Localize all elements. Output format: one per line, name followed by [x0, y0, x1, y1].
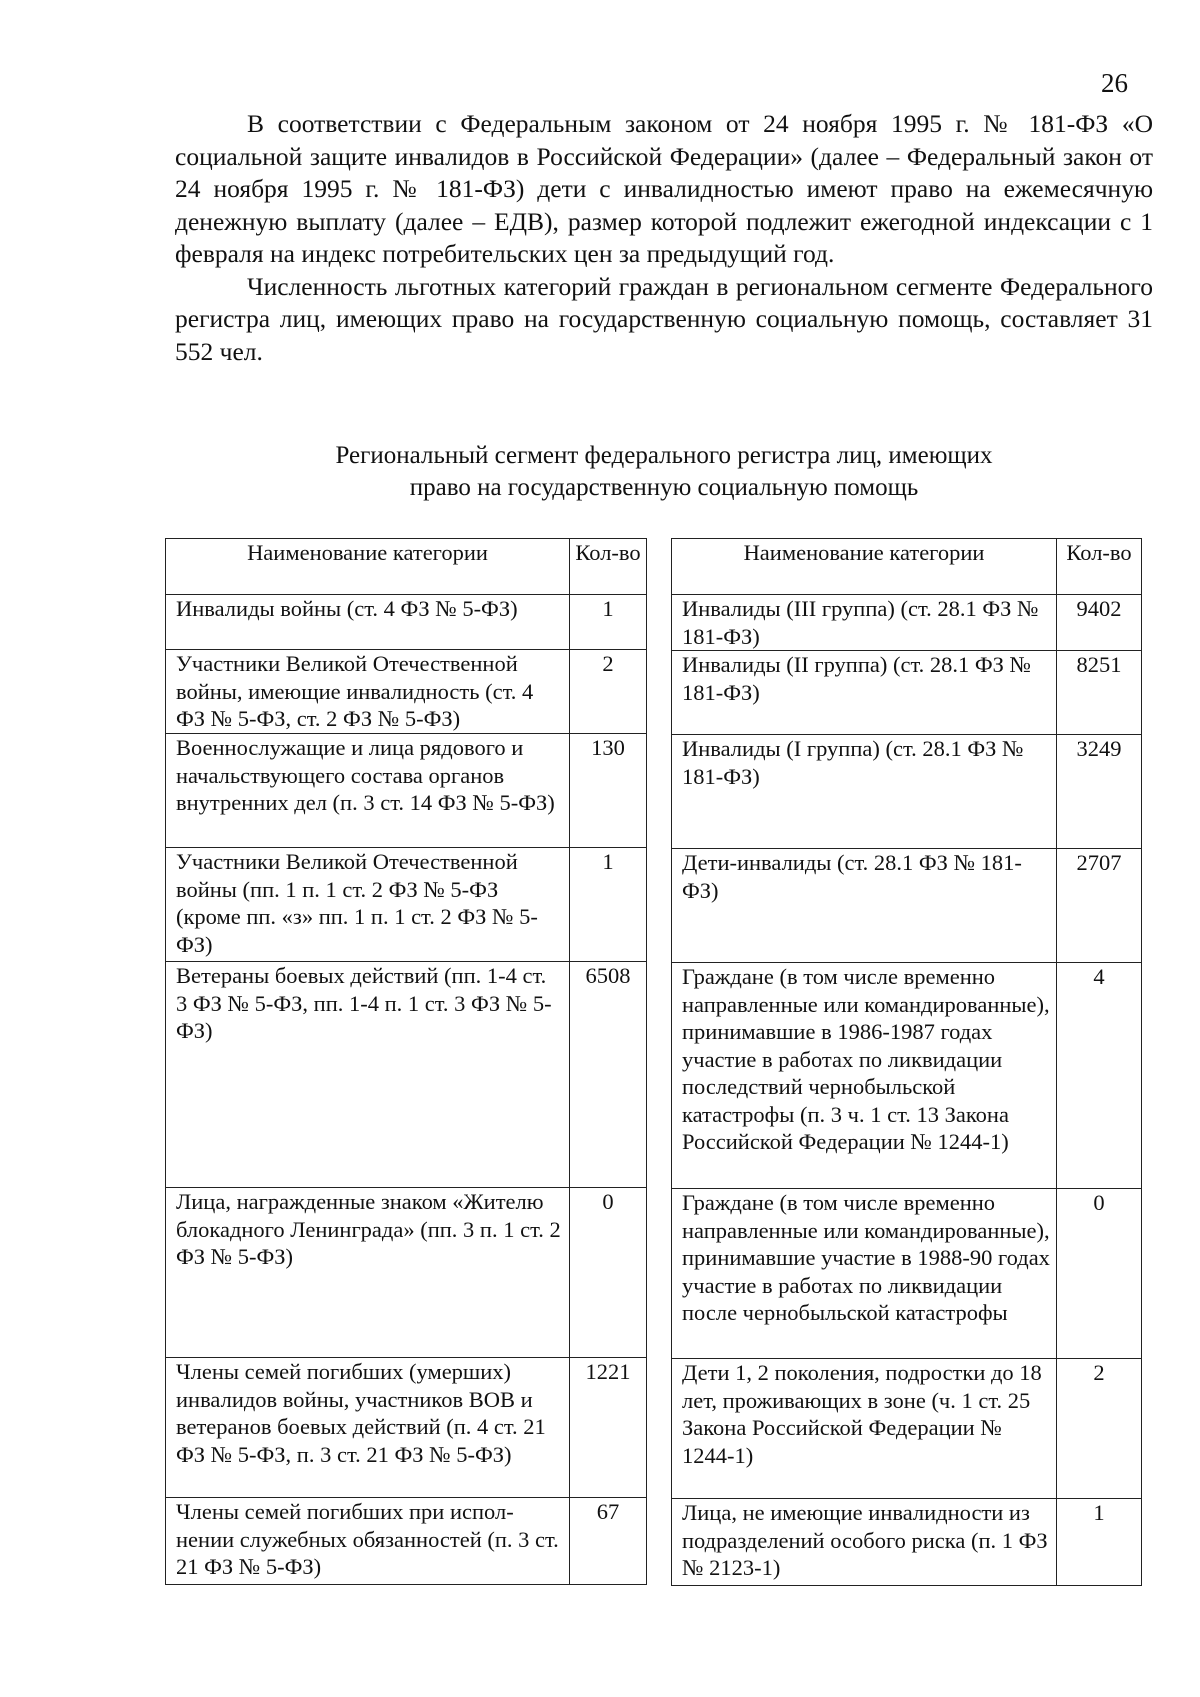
table-row: [166, 848, 647, 962]
count-cell: 3249: [1057, 735, 1142, 849]
count-cell: 67: [570, 1498, 647, 1585]
table-row: [166, 1358, 647, 1498]
body-text: [175, 108, 1153, 368]
table-row: [672, 735, 1142, 849]
table-row: [672, 963, 1142, 1189]
count-cell: 0: [1057, 1189, 1142, 1359]
count-cell: 1: [570, 595, 647, 650]
header-category: Наименование категории: [166, 539, 570, 595]
table-row: [166, 734, 647, 848]
category-cell: Военнослужащие и лица рядового и начальствующего состава органов внутренних дел (п. 3 ст. 14 ФЗ № 5-ФЗ): [166, 734, 570, 848]
categories-table-right: [671, 538, 1142, 1586]
table-row: [166, 1498, 647, 1585]
count-cell: 8251: [1057, 651, 1142, 735]
category-cell: Участники Великой Отечественной войны (пп. 1 п. 1 ст. 2 ФЗ № 5-ФЗ (кроме пп. «з» пп. 1 п. 1 ст. 2 ФЗ № 5-ФЗ): [166, 848, 570, 962]
table-header-row: [672, 539, 1142, 595]
category-cell: Лица, не имеющие инвалидности из подразделений особого риска (п. 1 ФЗ № 2123-1): [672, 1499, 1057, 1586]
count-cell: 4: [1057, 963, 1142, 1189]
category-cell: Инвалиды (I группа) (ст. 28.1 ФЗ № 181-ФЗ): [672, 735, 1057, 849]
table-row: [672, 595, 1142, 651]
table-row: [166, 595, 647, 650]
count-cell: 2707: [1057, 849, 1142, 963]
table-row: [166, 1188, 647, 1358]
header-category: Наименование категории: [672, 539, 1057, 595]
category-cell: Члены семей погибших (умерших) инвалидов войны, участников ВОВ и ветеранов боевых действий (п. 4 ст. 21 ФЗ № 5-ФЗ, п. 3 ст. 21 ФЗ № 5-ФЗ): [166, 1358, 570, 1498]
count-cell: 1: [1057, 1499, 1142, 1586]
page-number: 26: [1101, 68, 1128, 98]
category-cell: Инвалиды (II группа) (ст. 28.1 ФЗ № 181-ФЗ): [672, 651, 1057, 735]
count-cell: 130: [570, 734, 647, 848]
table-row: [672, 1359, 1142, 1499]
paragraph: В соответствии с Федеральным законом от 24 ноября 1995 г. № 181-ФЗ «О социальной защите инвалидов в Российской Федерации» (далее – Федеральный закон от 24 ноября 1995 г. № 181-ФЗ) дети с инвалидностью имеют право на ежемесячную денежную выплату (далее – ЕДВ), размер которой подлежит ежегодной индексации с 1 февраля на индекс потребительских цен за предыдущий год.: [175, 109, 1153, 268]
table-row: [166, 962, 647, 1188]
table-row: [672, 849, 1142, 963]
category-cell: Граждане (в том числе временно направленные или командированные), принимавшие участие в 1988-90 годах участие в работах по ликвидации после чернобыльской катастрофы: [672, 1189, 1057, 1359]
category-cell: Дети 1, 2 поколения, подростки до 18 лет, проживающих в зоне (ч. 1 ст. 25 Закона Российской Федерации № 1244-1): [672, 1359, 1057, 1499]
header-count: Кол-во: [570, 539, 647, 595]
category-cell: Лица, награжденные знаком «Жителю блокадного Ленинграда» (пп. 3 п. 1 ст. 2 ФЗ № 5-ФЗ): [166, 1188, 570, 1358]
category-cell: Ветераны боевых действий (пп. 1-4 ст. 3 ФЗ № 5-ФЗ, пп. 1-4 п. 1 ст. 3 ФЗ № 5-ФЗ): [166, 962, 570, 1188]
category-cell: Дети-инвалиды (ст. 28.1 ФЗ № 181-ФЗ): [672, 849, 1057, 963]
count-cell: 9402: [1057, 595, 1142, 651]
table-row: [672, 651, 1142, 735]
table-title: [175, 440, 1153, 504]
table-header-row: [166, 539, 647, 595]
category-cell: Граждане (в том числе временно направленные или командированные), принимавшие в 1986-1987 годах участие в работах по ликвидации последствий чернобыльской катастрофы (п. 3 ч. 1 ст. 13 Закона Российской Федерации № 1244-1): [672, 963, 1057, 1189]
header-count: Кол-во: [1057, 539, 1142, 595]
categories-table-left: [165, 538, 647, 1585]
count-cell: 1: [570, 848, 647, 962]
count-cell: 1221: [570, 1358, 647, 1498]
table-row: [672, 1189, 1142, 1359]
table-row: [672, 1499, 1142, 1586]
category-cell: Члены семей погибших при исполнении служебных обязанностей (п. 3 ст. 21 ФЗ № 5-ФЗ): [166, 1498, 570, 1585]
table-row: [166, 650, 647, 734]
paragraph: Численность льготных категорий граждан в региональном сегменте Федерального регистра лиц, имеющих право на государственную социальную помощь, составляет 31 552 чел.: [175, 271, 1153, 366]
category-cell: Участники Великой Отечественной войны, имеющие инвалидность (ст. 4 ФЗ № 5-ФЗ, ст. 2 ФЗ № 5-ФЗ): [166, 650, 570, 734]
table-title-line: Региональный сегмент федерального регистра лиц, имеющих: [335, 442, 993, 469]
category-cell: Инвалиды войны (ст. 4 ФЗ № 5-ФЗ): [166, 595, 570, 650]
count-cell: 0: [570, 1188, 647, 1358]
count-cell: 2: [570, 650, 647, 734]
table-title-line: право на государственную социальную помощь: [409, 474, 919, 501]
count-cell: 6508: [570, 962, 647, 1188]
category-cell: Инвалиды (III группа) (ст. 28.1 ФЗ № 181-ФЗ): [672, 595, 1057, 651]
count-cell: 2: [1057, 1359, 1142, 1499]
